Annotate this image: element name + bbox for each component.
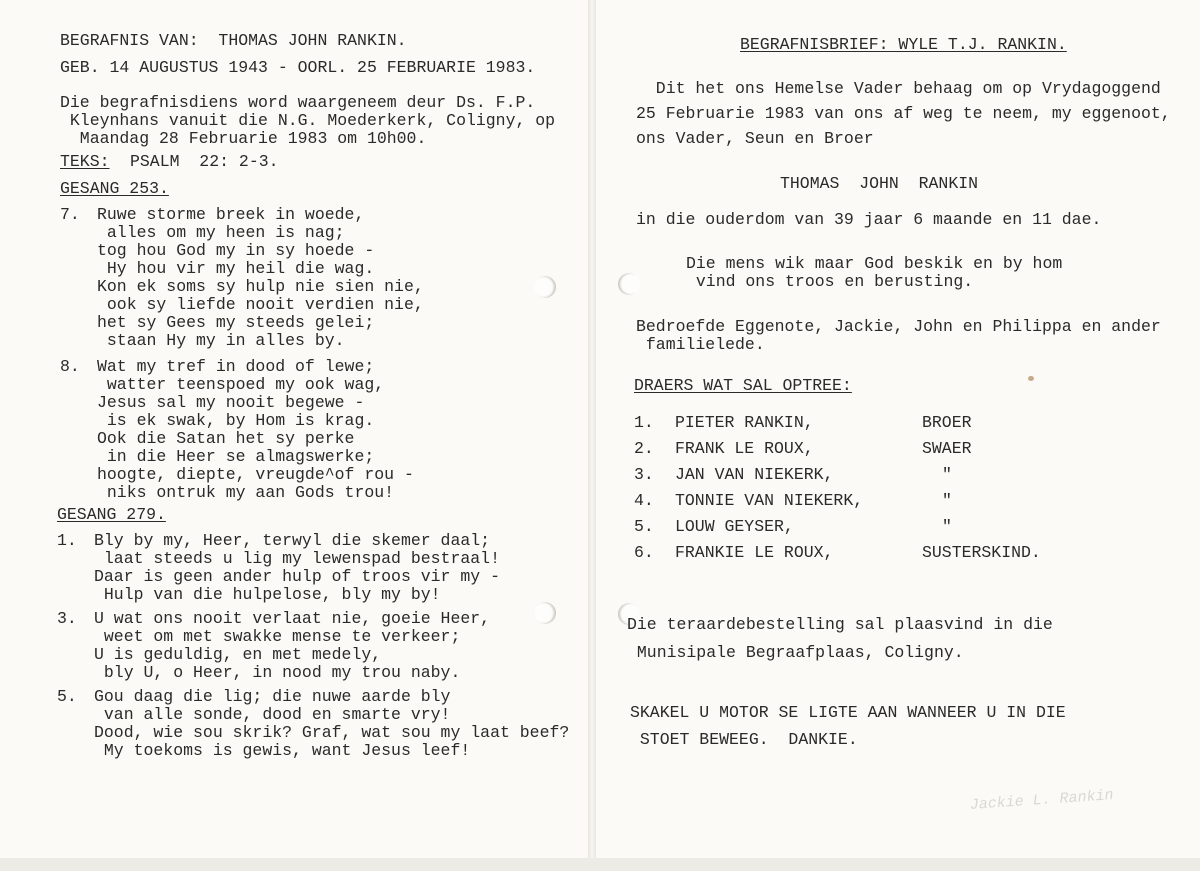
letter-title: BEGRAFNISBRIEF: WYLE T.J. RANKIN. [740,35,1067,54]
verse-line: watter teenspoed my ook wag, [97,375,385,394]
verse-line: staan Hy my in alles by. [97,331,345,350]
verse-line: U is geduldig, en met medely, [94,645,382,664]
punch-hole [618,273,640,295]
quote-line: Die mens wik maar God beskik en by hom [686,254,1063,273]
bearer-relation: SUSTERSKIND. [922,543,1041,562]
verse-line: niks ontruk my aan Gods trou! [97,483,395,502]
bearer-relation: " [942,465,952,484]
burial-line: Munisipale Begraafplaas, Coligny. [627,643,964,662]
service-line: Die begrafnisdiens word waargeneem deur Ds. F.P. [60,93,536,112]
verse-line: laat steeds u lig my lewenspad bestraal! [94,549,500,568]
bearer-name: FRANKIE LE ROUX, [675,543,834,562]
verse-number: 5. [57,687,77,706]
teks-label: TEKS: [60,152,110,171]
verse-line: My toekoms is gewis, want Jesus leef! [94,741,471,760]
bearer-name: TONNIE VAN NIEKERK, [675,491,864,510]
intro-line: 25 Februarie 1983 van ons af weg te neem, my eggenoot, [636,104,1171,123]
punch-hole [534,276,556,298]
family-line: familielede. [636,335,765,354]
quote-line: vind ons troos en berusting. [686,272,974,291]
bearer-relation: " [942,491,952,510]
intro-line: ons Vader, Seun en Broer [636,129,874,148]
verse-number: 3. [57,609,77,628]
verse-line: weet om met swakke mense te verkeer; [94,627,461,646]
verse-number: 8. [60,357,80,376]
burial-line: Die teraardebestelling sal plaasvind in die [627,615,1053,634]
verse-line: alles om my heen is nag; [97,223,345,242]
verse-number: 1. [57,531,77,550]
closing-line: SKAKEL U MOTOR SE LIGTE AAN WANNEER U IN DIE [630,703,1066,722]
bearer-name: PIETER RANKIN, [675,413,814,432]
punch-hole [534,602,556,624]
verse-line: Daar is geen ander hulp of troos vir my - [94,567,500,586]
verse-line: Hy hou vir my heil die wag. [97,259,375,278]
bearer-relation: BROER [922,413,972,432]
bearer-name: FRANK LE ROUX, [675,439,814,458]
bearer-relation: SWAER [922,439,972,458]
paper-stain [1028,376,1034,381]
verse-line: hoogte, diepte, vreugde^of rou - [97,465,414,484]
bearer-number: 6. [634,543,654,562]
bearer-number: 1. [634,413,654,432]
verse-line: Kon ek soms sy hulp nie sien nie, [97,277,424,296]
bearer-relation: " [942,517,952,536]
service-line: Maandag 28 Februarie 1983 om 10h00. [60,129,427,148]
verse-line: ook sy liefde nooit verdien nie, [97,295,424,314]
dates-line: GEB. 14 AUGUSTUS 1943 - OORL. 25 FEBRUARIE 1983. [60,58,536,77]
faint-signature: Jackie L. Rankin [969,786,1115,814]
verse-line: van alle sonde, dood en smarte vry! [94,705,451,724]
bearer-number: 3. [634,465,654,484]
verse-line: U wat ons nooit verlaat nie, goeie Heer, [94,609,491,628]
age-line: in die ouderdom van 39 jaar 6 maande en 11 dae. [636,210,1102,229]
bottom-strip [0,858,1200,871]
gesang-title: GESANG 253. [60,179,169,198]
bearer-name: JAN VAN NIEKERK, [675,465,834,484]
verse-line: het sy Gees my steeds gelei; [97,313,375,332]
verse-line: Wat my tref in dood of lewe; [97,357,375,376]
bearer-number: 2. [634,439,654,458]
gesang-title: GESANG 279. [57,505,166,524]
verse-number: 7. [60,205,80,224]
verse-line: Hulp van die hulpelose, bly my by! [94,585,441,604]
verse-line: Gou daag die lig; die nuwe aarde bly [94,687,451,706]
closing-line: STOET BEWEEG. DANKIE. [630,730,858,749]
funeral-header: BEGRAFNIS VAN: THOMAS JOHN RANKIN. [60,31,407,50]
verse-line: bly U, o Heer, in nood my trou naby. [94,663,461,682]
family-line: Bedroefde Eggenote, Jackie, John en Philippa en ander [636,317,1161,336]
bearers-title: DRAERS WAT SAL OPTREE: [634,376,852,395]
verse-line: tog hou God my in sy hoede - [97,241,375,260]
verse-line: Ook die Satan het sy perke [97,429,355,448]
verse-line: is ek swak, by Hom is krag. [97,411,375,430]
verse-line: Jesus sal my nooit begewe - [97,393,365,412]
verse-line: in die Heer se almagswerke; [97,447,375,466]
deceased-name: THOMAS JOHN RANKIN [780,174,979,193]
bearer-number: 5. [634,517,654,536]
verse-line: Dood, wie sou skrik? Graf, wat sou my laat beef? [94,723,570,742]
verse-line: Bly by my, Heer, terwyl die skemer daal; [94,531,491,550]
teks-value: PSALM 22: 2-3. [130,152,279,171]
intro-line: Dit het ons Hemelse Vader behaag om op Vrydagoggend [636,79,1161,98]
bearer-name: LOUW GEYSER, [675,517,794,536]
service-line: Kleynhans vanuit die N.G. Moederkerk, Coligny, op [60,111,556,130]
verse-line: Ruwe storme breek in woede, [97,205,365,224]
bearer-number: 4. [634,491,654,510]
page-fold [588,0,596,858]
